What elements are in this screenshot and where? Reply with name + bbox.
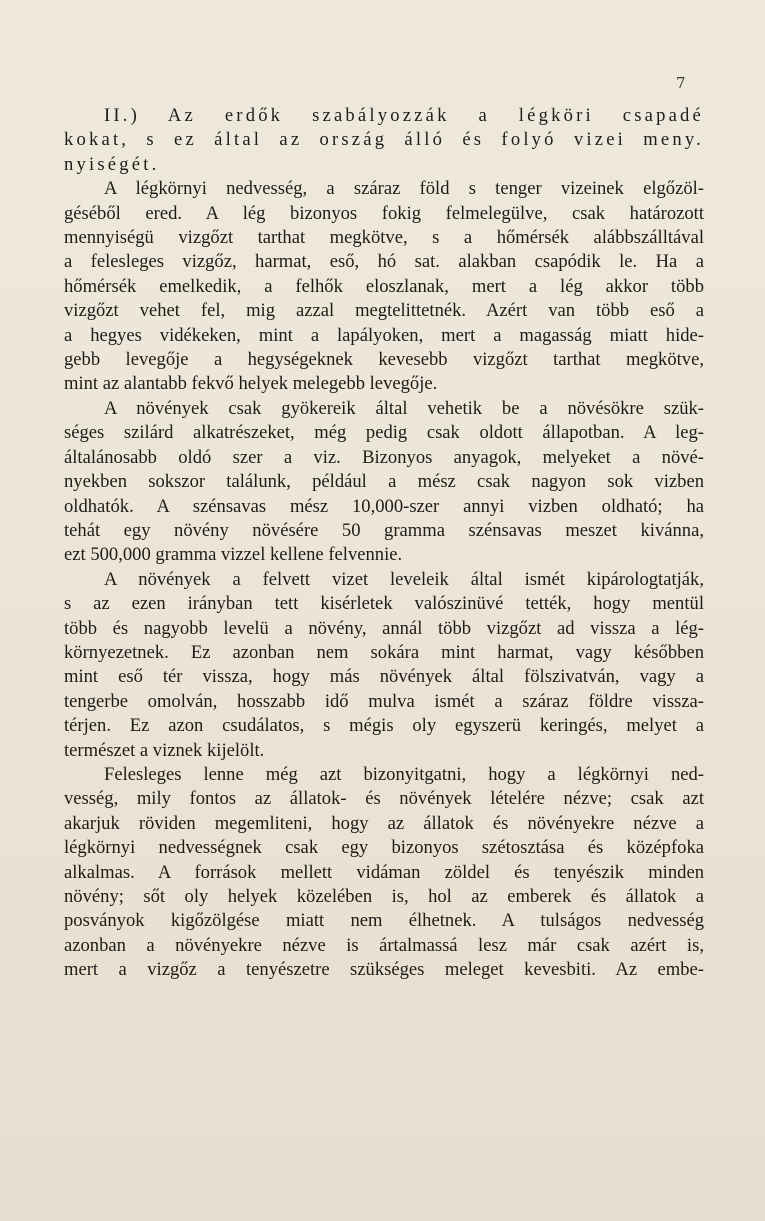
text-line: Felesleges lenne még azt bizonyitgatni, hogy a légkörnyi ned- [104, 763, 704, 785]
text-line: kokat, s ez által az ország álló és folyó vizei meny. [64, 129, 704, 151]
text-line: légkörnyi nedvességnek csak egy bizonyos szétosztása és középfoka [64, 837, 704, 859]
text-line: s az ezen irányban tett kisérletek valószinüvé tették, hogy mentül [64, 593, 704, 615]
text-line: természet a viznek kijelölt. [64, 739, 265, 761]
paragraph [64, 397, 704, 568]
text-line: általánosabb oldó szer a viz. Bizonyos anyagok, melyeket a növé- [64, 446, 704, 468]
text-line: vesség, mily fontos az állatok- és növények lételére nézve; csak azt [64, 788, 704, 810]
text-line: vizgőzt vehet fel, mig azzal megtelittetnék. Azért van több eső a [64, 300, 704, 322]
paragraph [64, 763, 704, 983]
text-line: növény; sőt oly helyek közelében is, hol az emberek és állatok a [64, 886, 704, 907]
paragraph-heading [64, 104, 704, 177]
text-line: a felesleges vizgőz, harmat, eső, hó sat. alakban csapódik le. Ha a [64, 251, 704, 273]
text-line: környezetnek. Ez azonban nem sokára mint harmat, vagy későbben [64, 641, 704, 663]
text-line: II.) Az erdők szabályozzák a légköri csapadé [104, 105, 704, 126]
text-line: nyiségét. [64, 153, 160, 175]
text-line: akarjuk röviden megemliteni, hogy az állatok és növényekre nézve a [64, 812, 704, 834]
body-text [64, 104, 704, 983]
text-line: géséből ered. A lég bizonyos fokig felmelegülve, csak határozott [64, 202, 704, 224]
text-line: A légkörnyi nedvesség, a száraz föld s tenger vizeinek elgőzöl- [104, 178, 704, 200]
paragraph [64, 568, 704, 763]
text-line: alkalmas. A források mellett vidáman zöldel és tenyészik minden [64, 861, 704, 883]
text-line: több és nagyobb levelü a növény, annál több vizgőzt ad vissza a lég- [64, 617, 704, 639]
text-line: A növények a felvett vizet leveleik által ismét kipárologtatják, [104, 568, 704, 590]
text-line: mint eső tér vissza, hogy más növények által fölszivatván, vagy a [64, 666, 704, 688]
text-line: azonban a növényekre nézve is ártalmassá lesz már csak azért is, [64, 934, 704, 956]
text-line: gebb levegője a hegységeknek kevesebb vizgőzt tarthat megkötve, [64, 349, 704, 371]
text-line: ezt 500,000 gramma vizzel kellene felvennie. [64, 544, 403, 566]
text-line: nyekben sokszor találunk, például a mész csak nagyon sok vizben [64, 471, 704, 493]
text-line: mert a vizgőz a tenyészetre szükséges meleget kevesbiti. Az embe- [64, 959, 704, 981]
text-line: tengerbe omolván, hosszabb idő mulva ismét a száraz földre vissza- [64, 690, 704, 712]
text-line: posványok kigőzölgése miatt nem élhetnek. A tulságos nedvesség [64, 910, 704, 932]
text-line: térjen. Ez azon csudálatos, s mégis oly egyszerü keringés, melyet a [64, 715, 704, 737]
text-line: mint az alantabb fekvő helyek melegebb levegője. [64, 373, 438, 395]
text-line: A növények csak gyökereik által vehetik be a növésökre szük- [104, 397, 704, 419]
text-line: tehát egy növény növésére 50 gramma szénsavas meszet kivánna, [64, 519, 704, 541]
text-line: séges szilárd alkatrészeket, még pedig csak oldott állapotban. A leg- [64, 422, 704, 444]
text-line: hőmérsék emelkedik, a felhők eloszlanak, mert a lég akkor több [64, 275, 704, 297]
text-line: a hegyes vidékeken, mint a lapályoken, mert a magasság miatt hide- [64, 324, 704, 346]
text-line: mennyiségü vizgőzt tarthat megkötve, s a hőmérsék alábbszálltával [64, 227, 704, 249]
page-number: 7 [676, 74, 686, 92]
text-line: oldhatók. A szénsavas mész 10,000-szer annyi vizben oldható; ha [64, 495, 704, 517]
paragraph [64, 177, 704, 397]
